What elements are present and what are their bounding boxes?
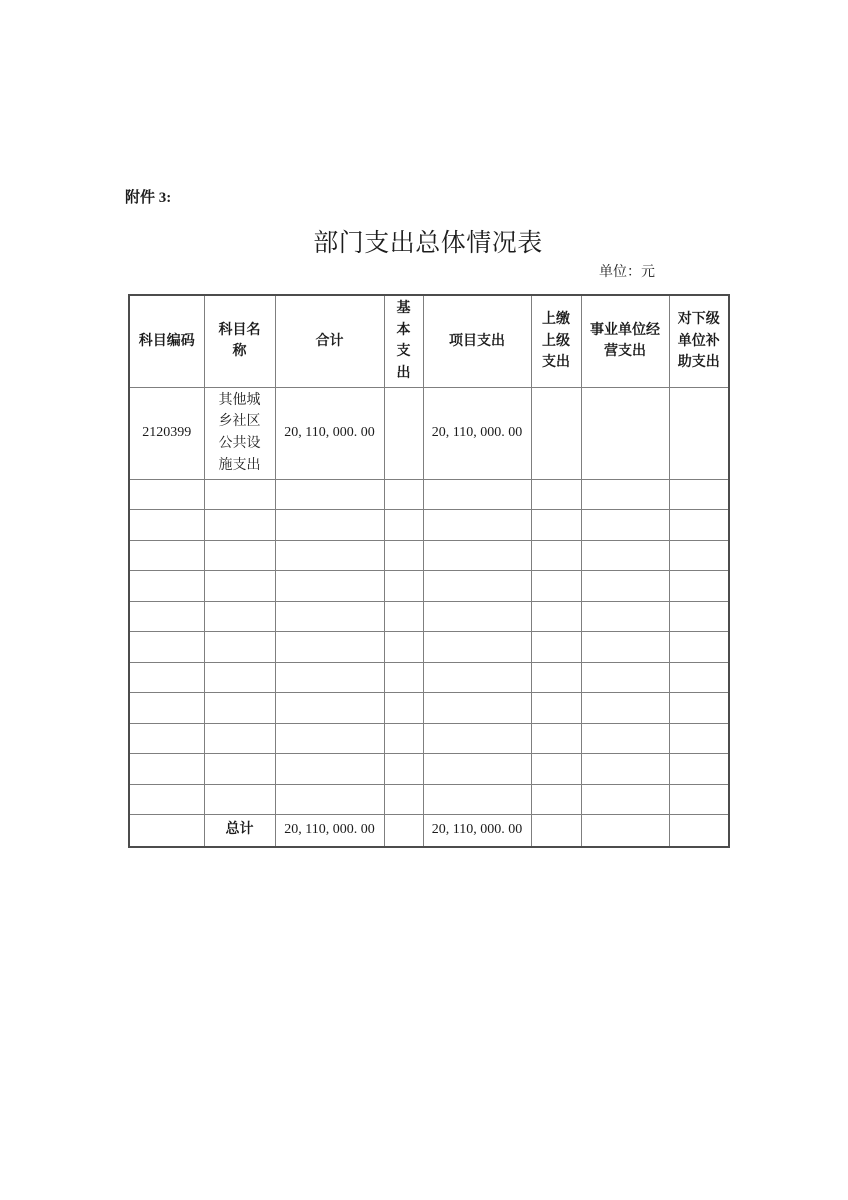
cell-subject-name: 其他城 乡社区 公共设 施支出 [204,387,275,479]
cell-operating [581,387,669,479]
table-row-empty [129,723,729,754]
table-row-empty [129,662,729,693]
cell-subject-code: 2120399 [129,387,204,479]
total-cell-basic [384,815,423,847]
col-header-total: 合计 [275,295,384,387]
col-header-subject-code: 科目编码 [129,295,204,387]
col-header-upper-exp: 上缴 上级 支出 [531,295,581,387]
total-cell-total: 20, 110, 000. 00 [275,815,384,847]
col-header-project-exp: 项目支出 [423,295,531,387]
table-row-empty [129,632,729,663]
attachment-label: 附件 3: [125,190,172,206]
cell-total: 20, 110, 000. 00 [275,387,384,479]
table-row-empty [129,754,729,785]
col-header-subsidy-exp: 对下级 单位补 助支出 [669,295,729,387]
cell-subsidy [669,387,729,479]
expenditure-table [128,294,730,848]
table-total-row [129,815,729,847]
unit-label: 单位：元 [599,265,655,280]
table-row [129,387,729,479]
table-row-empty [129,693,729,724]
col-header-subject-name: 科目名 称 [204,295,275,387]
table-header-row [129,295,729,387]
cell-upper [531,387,581,479]
col-header-basic-exp: 基 本 支 出 [384,295,423,387]
cell-project: 20, 110, 000. 00 [423,387,531,479]
total-cell-code [129,815,204,847]
table-row-empty [129,601,729,632]
total-cell-operating [581,815,669,847]
table-row-empty [129,479,729,510]
total-cell-subsidy [669,815,729,847]
col-header-operating-exp: 事业单位经 营支出 [581,295,669,387]
page-title: 部门支出总体情况表 [313,230,543,257]
table-row-empty [129,540,729,571]
table-row-empty [129,510,729,541]
table-row-empty [129,784,729,815]
cell-basic [384,387,423,479]
total-cell-upper [531,815,581,847]
table-row-empty [129,571,729,602]
total-cell-project: 20, 110, 000. 00 [423,815,531,847]
total-cell-label: 总计 [204,815,275,847]
